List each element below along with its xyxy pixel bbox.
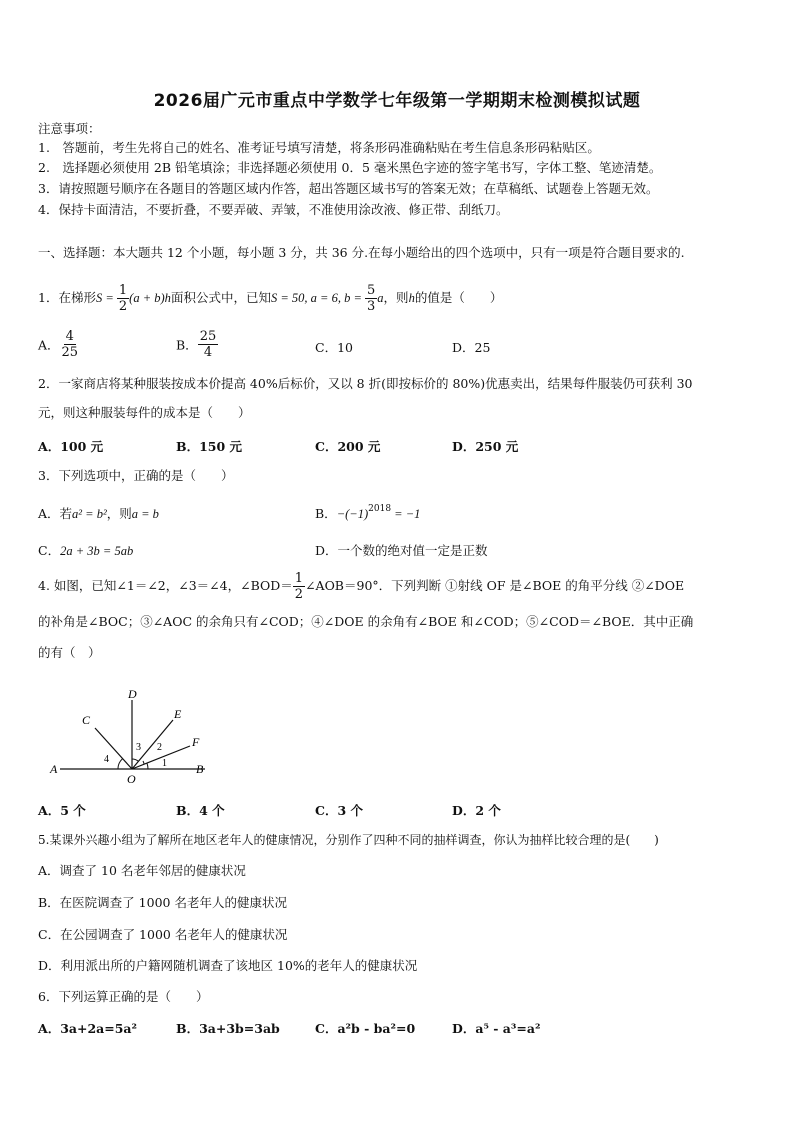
question-4-stem-cont: 的有（ ）: [38, 645, 101, 660]
question-3-stem: 3．下列选项中，正确的是（ ）: [38, 468, 234, 483]
option-c: C．200 元: [315, 439, 381, 454]
option-c: C．3 个: [315, 803, 363, 818]
option-b: B． $\frac{25}{4}$: [176, 329, 217, 360]
section-heading: 一、选择题：本大题共 12 个小题，每小题 3 分，共 36 分.在每小题给出的四个选项中，只有一项是符合题目要求的.: [38, 245, 685, 260]
question-4-stem: 4. 如图，已知∠1＝∠2，∠3＝∠4，∠BOD＝ $\frac{1}{2}$ ∠AOB＝90°．下列判断 ①射线 OF 是∠BOE 的角平分线 ②∠DOE: [38, 571, 685, 602]
angle-label-4: 4: [104, 754, 109, 765]
question-1-stem: 1．在梯形S = $\frac{1}{2}$ (a + b)h面积公式中，已知S = 50, a = 6, b = $\frac{5}{3}$ a，则h的值是（ ）: [38, 283, 503, 314]
option-b: B．4 个: [176, 803, 225, 818]
fraction: $\frac{1}{2}$: [118, 283, 128, 314]
option-d: D．25: [452, 340, 491, 355]
option-a: A．3a+2a=5a²: [38, 1021, 138, 1036]
question-4-stem-cont: 的补角是∠BOC；③∠AOC 的余角只有∠COD；④∠DOE 的余角有∠BOE 和∠COD；⑤∠COD＝∠BOE．其中正确: [38, 614, 694, 629]
option-c: C．2a + 3b = 5ab: [38, 543, 134, 558]
ray-oc: [95, 728, 132, 769]
option-c: C．10: [315, 340, 353, 355]
notice-item: 4．保持卡面清洁，不要折叠，不要弄破、弄皱，不准使用涂改液、修正带、刮纸刀。: [38, 202, 509, 217]
notice-item: 2. 选择题必须使用 2B 铅笔填涂；非选择题必须使用 0．5 毫米黑色字迹的签字笔书写，字体工整、笔迹清楚。: [38, 160, 662, 175]
question-2-stem: 2．一家商店将某种服装按成本价提高 40%后标价，又以 8 折(即按标价的 80%)优惠卖出，结果每件服装仍可获利 30: [38, 376, 693, 391]
notice-heading: 注意事项：: [38, 121, 101, 136]
option-b: B．3a+3b=3ab: [176, 1021, 280, 1036]
option-c: C．a²b - ba²=0: [315, 1021, 416, 1036]
label-c: C: [82, 713, 91, 727]
option-c: C．在公园调查了 1000 名老年人的健康状况: [38, 927, 288, 942]
fraction: $\frac{1}{2}$: [294, 571, 304, 602]
angle-figure: [40, 680, 220, 790]
option-d: D．250 元: [452, 439, 519, 454]
notice-item: 1. 答题前，考生先将自己的姓名、准考证号填写清楚，将条形码准确粘贴在考生信息条形码粘贴区。: [38, 140, 600, 155]
notice-item: 3．请按照题号顺序在各题目的答题区域内作答，超出答题区域书写的答案无效；在草稿纸、试题卷上答题无效。: [38, 181, 659, 196]
question-6-stem: 6．下列运算正确的是（ ）: [38, 989, 209, 1004]
option-d: D．利用派出所的户籍网随机调查了该地区 10%的老年人的健康状况: [38, 958, 418, 973]
option-a: A．5 个: [38, 803, 86, 818]
page-title: 2026届广元市重点中学数学七年级第一学期期末检测模拟试题: [153, 91, 641, 111]
option-a: A． $\frac{4}{25}$: [38, 329, 79, 360]
label-a: A: [50, 762, 58, 776]
angle-label-3: 3: [136, 742, 141, 753]
label-b: B: [196, 762, 204, 776]
option-a: A．100 元: [38, 439, 104, 454]
option-d: D．一个数的绝对值一定是正数: [315, 543, 488, 558]
option-b: B．150 元: [176, 439, 243, 454]
label-o: O: [127, 772, 136, 786]
angle-arc-1: [147, 763, 148, 769]
option-b: B．$-(-1)^{2018} = -1$: [315, 504, 421, 521]
option-d: D．a⁵ - a³=a²: [452, 1021, 541, 1036]
angle-arc-2: [143, 761, 144, 764]
label-d: D: [128, 687, 137, 701]
option-a: A．若a² = b²，则a = b: [38, 506, 159, 521]
option-b: B．在医院调查了 1000 名老年人的健康状况: [38, 895, 287, 910]
question-5-stem: 5.某课外兴趣小组为了解所在地区老年人的健康情况，分别作了四种不同的抽样调查，你认为抽样比较合理的是( ): [38, 833, 659, 847]
option-a: A．调查了 10 名老年邻居的健康状况: [38, 863, 246, 878]
angle-label-1: 1: [162, 758, 167, 769]
angle-arc-4: [118, 759, 123, 769]
label-f: F: [192, 735, 200, 749]
fraction: $\frac{5}{3}$: [367, 283, 376, 314]
question-2-stem-cont: 元，则这种服装每件的成本是（ ）: [38, 405, 251, 420]
angle-label-2: 2: [157, 742, 162, 753]
angle-arc-3: [132, 759, 138, 761]
option-d: D．2 个: [452, 803, 501, 818]
label-e: E: [174, 707, 182, 721]
